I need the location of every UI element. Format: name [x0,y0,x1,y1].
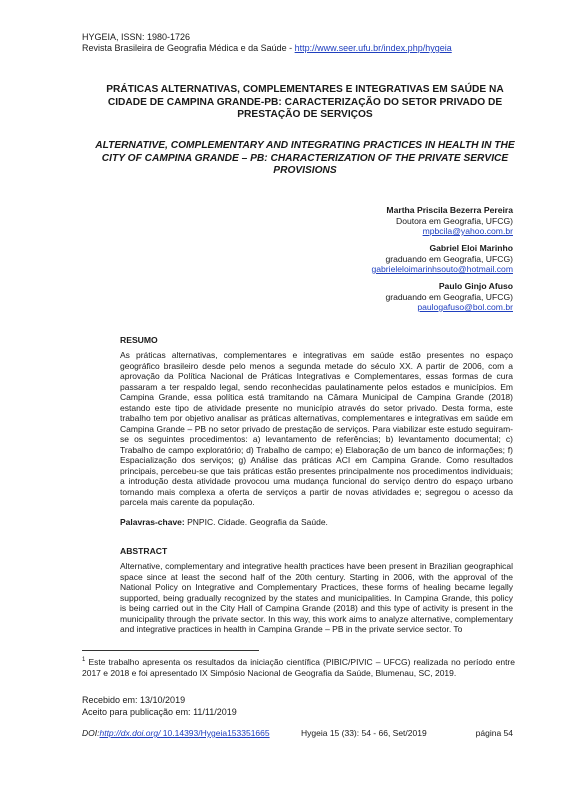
journal-url-link[interactable]: http://www.seer.ufu.br/index.php/hygeia [294,43,452,53]
title-portuguese: PRÁTICAS ALTERNATIVAS, COMPLEMENTARES E INTEGRATIVAS EM SAÚDE NA CIDADE DE CAMPINA GRANDE-PB: CARACTERIZAÇÃO DO SETOR PRIVADO DE PRESTAÇÃO DE SERVIÇOS [106,84,504,120]
abstract-text: Alternative, complementary and integrative health practices have been present in Brazilian geographical space since at least the second half of the 20th century. Starting in 2006, with the approval of the National Policy on Integrative and Complementary Practices, these forms of healing became legally supported, being gradually recognized by the states and municipalities. In Campina Grande, this policy is being carried out in the City Hall of Campina Grande (2018) and this type of activity is present in the municipality through the private sector. In this way, this work aims to analyze alternative, complementary and integrative practices in health in Campina Grande – PB in the private service sector. To [120,561,513,634]
author-email-link[interactable]: paulogafuso@bol.com.br [417,302,513,312]
author-name: Martha Priscila Bezerra Pereira [386,205,513,215]
doi-label: DOI: [82,728,100,738]
footnote [82,655,515,679]
journal-header [82,32,452,54]
author-name: Gabriel Eloi Marinho [429,243,513,253]
doi-line [82,728,270,738]
abstract-heading: ABSTRACT [120,546,168,556]
author-email-link[interactable]: mpbcila@yahoo.com.br [422,226,513,236]
author-block-2 [213,243,513,275]
page-number: página 54 [475,728,513,738]
journal-subtitle [82,43,452,54]
citation-info: Hygeia 15 (33): 54 - 66, Set/2019 [301,728,427,738]
author-block-3 [213,281,513,313]
title-english: ALTERNATIVE, COMPLEMENTARY AND INTEGRATING PRACTICES IN HEALTH IN THE CITY OF CAMPINA GRANDE – PB: CHARACTERIZATION OF THE PRIVATE SERVICE PROVISIONS [95,140,515,176]
author-affiliation: graduando em Geografia, UFCG) [385,253,513,264]
received-date: Recebido em: 13/10/2019 [82,695,186,705]
keywords-line [120,517,328,527]
author-affiliation: graduando em Geografia, UFCG) [385,291,513,302]
accepted-date: Aceito para publicação em: 11/11/2019 [82,707,237,717]
keywords-values: PNPIC. Cidade. Geografia da Saúde. [184,517,328,527]
resumo-text: As práticas alternativas, complementares e integrativas em saúde estão presentes no espaço geográfico brasileiro desde pelo menos a segunda metade do século XX. A partir de 2006, com a aprovação da Política Nacional de Práticas Integrativas e Complementares, essas formas de cura passaram a ter respaldo legal, sendo reconhecidas paulatinamente pelos estados e municípios. Em Campina Grande, essa política está tramitando na Câmara Municipal de Campina Grande (2018) estando este tipo de atividade presente no município através do setor privado. Desta forma, este trabalho tem por objetivo analisar as práticas alternativas, complementares e integrativas em saúde em Campina Grande – PB no setor privado de prestação de serviços. Para viabilizar este estudo seguiram-se os seguintes procedimentos: a) levantamento de referências; b) levantamento documental; c) Trabalho de campo exploratório; d) Trabalho de campo; e) Elaboração de um banco de informações; f) Espacialização dos serviços; g) Análise das práticas ACI em Campina Grande. Como resultados principais, percebeu-se que tais práticas estão presentes principalmente nos procedimentos individuais; a introdução desta atividade provocou uma mudança funcional do serviço dentro do espaço urbano tornando mais complexa a oferta de serviços a partir de novas atividades e; segregou o acesso da parcela mais carente da população. [120,350,513,507]
doi-link-base[interactable]: http://dx.doi.org/ [99,728,161,738]
footnote-text: Este trabalho apresenta os resultados da iniciação científica (PIBIC/PIVIC – UFCG) realizada no período entre 2017 e 2018 e foi apresentado IX Simpósio Nacional de Geografia da Saúde, Blumenau, SC, 2019. [82,656,515,678]
doi-link-id[interactable]: 10.14393/Hygeia153351665 [160,728,270,738]
footnote-marker: 1 [82,657,86,663]
author-name: Paulo Ginjo Afuso [438,281,513,291]
footnote-separator [82,650,259,651]
author-email-link[interactable]: gabrieleloimarinhsouto@hotmail.com [371,264,513,274]
resumo-heading: RESUMO [120,335,158,345]
author-affiliation: Doutora em Geografia, UFCG) [395,215,513,226]
journal-issn: HYGEIA, ISSN: 1980-1726 [82,32,191,42]
dates-block [82,694,237,718]
author-block-1 [213,205,513,237]
journal-subtitle-text: Revista Brasileira de Geografia Médica e da Saúde - [82,43,295,53]
keywords-label: Palavras-chave: [120,517,185,527]
